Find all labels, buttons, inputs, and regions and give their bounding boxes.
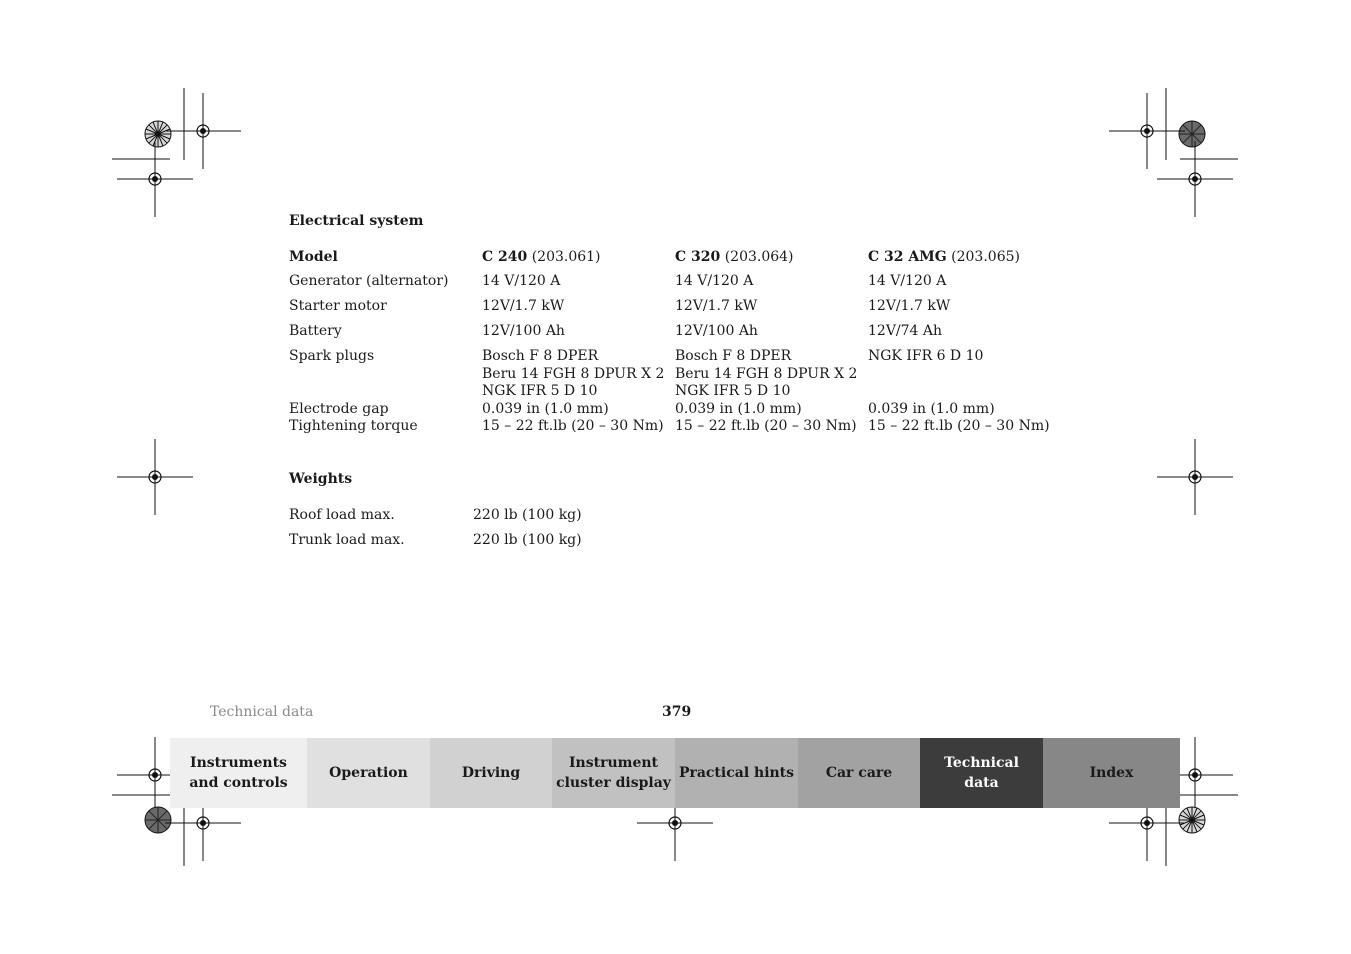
spark-c240-line3: NGK IFR 5 D 10 — [482, 383, 598, 399]
tab-label: Instruments and controls — [189, 755, 288, 791]
tab-label: Technical data — [944, 755, 1019, 791]
tab-instrument-cluster-display[interactable] — [552, 738, 675, 808]
torque-c32amg: 15 – 22 ft.lb (20 – 30 Nm) — [868, 418, 1050, 434]
gap-c32amg: 0.039 in (1.0 mm) — [868, 401, 995, 417]
row-label-tightening-torque: Tightening torque — [289, 418, 418, 434]
model-header-c32amg — [868, 249, 1020, 266]
model-name: C 32 AMG — [868, 249, 947, 265]
battery-c32amg: 12V/74 Ah — [868, 323, 943, 339]
page-number: 379 — [662, 704, 692, 720]
model-header-c320 — [675, 249, 794, 266]
tab-operation[interactable] — [307, 738, 430, 808]
battery-c240: 12V/100 Ah — [482, 323, 565, 339]
tab-label: Practical hints — [678, 765, 795, 781]
model-code: (203.061) — [531, 249, 601, 265]
model-name: C 320 — [675, 249, 721, 265]
model-code: (203.065) — [951, 249, 1020, 265]
tab-practical-hints[interactable] — [675, 738, 798, 808]
row-label-generator: Generator (alternator) — [289, 273, 449, 289]
gap-c320: 0.039 in (1.0 mm) — [675, 401, 802, 417]
tab-technical-data[interactable] — [920, 738, 1043, 808]
model-header-label: Model — [289, 249, 338, 265]
generator-c320: 14 V/120 A — [675, 273, 754, 289]
tab-instruments-and-controls[interactable] — [170, 738, 307, 808]
starter-c32amg: 12V/1.7 kW — [868, 298, 951, 314]
electrical-system-title: Electrical system — [289, 213, 424, 229]
row-label-roof-load: Roof load max. — [289, 507, 395, 523]
tab-label: Operation — [329, 765, 408, 781]
starter-c240: 12V/1.7 kW — [482, 298, 565, 314]
model-name: C 240 — [482, 249, 528, 265]
row-label-starter: Starter motor — [289, 298, 387, 314]
tab-label: Instrument cluster display — [556, 755, 671, 791]
battery-c320: 12V/100 Ah — [675, 323, 758, 339]
tab-label: Car care — [825, 765, 893, 781]
tab-label: Index — [1089, 765, 1134, 781]
tab-car-care[interactable] — [798, 738, 920, 808]
generator-c240: 14 V/120 A — [482, 273, 561, 289]
trunk-load-value: 220 lb (100 kg) — [473, 532, 582, 548]
torque-c320: 15 – 22 ft.lb (20 – 30 Nm) — [675, 418, 857, 434]
spark-c320-line3: NGK IFR 5 D 10 — [675, 383, 791, 399]
spark-c320-line2: Beru 14 FGH 8 DPUR X 2 — [675, 366, 858, 382]
spark-c320-line1: Bosch F 8 DPER — [675, 348, 792, 364]
model-header-c240 — [482, 249, 601, 266]
gap-c240: 0.039 in (1.0 mm) — [482, 401, 609, 417]
generator-c32amg: 14 V/120 A — [868, 273, 947, 289]
tab-label: Driving — [461, 765, 521, 781]
spark-c32amg-line1: NGK IFR 6 D 10 — [868, 348, 984, 364]
row-label-spark-plugs: Spark plugs — [289, 348, 375, 364]
roof-load-value: 220 lb (100 kg) — [473, 507, 582, 523]
chapter-tabs — [170, 738, 1180, 808]
starter-c320: 12V/1.7 kW — [675, 298, 758, 314]
row-label-battery: Battery — [289, 323, 342, 339]
tab-driving[interactable] — [430, 738, 552, 808]
tab-index[interactable] — [1043, 738, 1180, 808]
spark-c240-line2: Beru 14 FGH 8 DPUR X 2 — [482, 366, 665, 382]
spark-c240-line1: Bosch F 8 DPER — [482, 348, 599, 364]
model-code: (203.064) — [724, 249, 794, 265]
torque-c240: 15 – 22 ft.lb (20 – 30 Nm) — [482, 418, 664, 434]
row-label-trunk-load: Trunk load max. — [289, 532, 405, 548]
weights-title: Weights — [289, 471, 353, 487]
footer-section-name: Technical data — [210, 704, 314, 720]
row-label-electrode-gap: Electrode gap — [289, 401, 389, 417]
